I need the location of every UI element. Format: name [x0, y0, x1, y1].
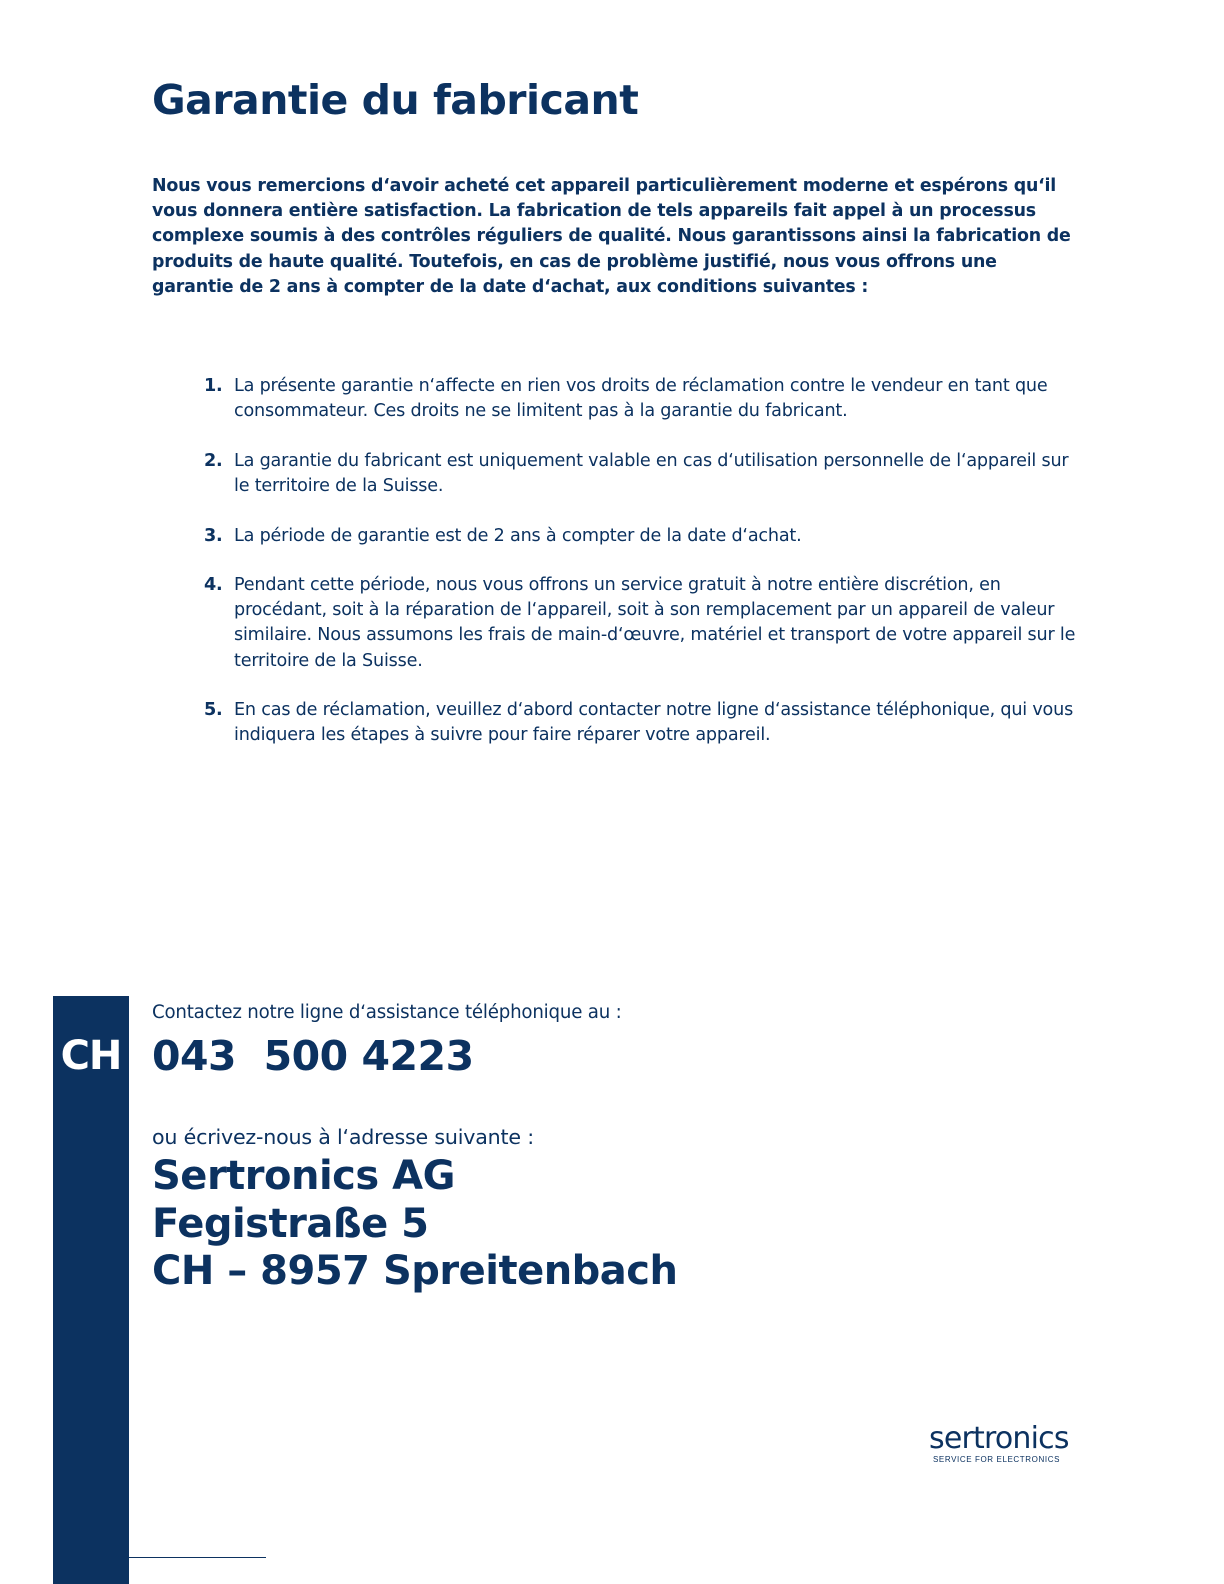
condition-text: La présente garantie n‘affecte en rien vos droits de réclamation contre le vendeur en tant que consommateur. Ces droits ne se limitent pas à la garantie du fabricant. [234, 376, 1048, 422]
condition-text: La période de garantie est de 2 ans à compter de la date d‘achat. [234, 525, 802, 546]
warranty-conditions-list [204, 374, 1084, 773]
condition-text: La garantie du fabricant est uniquement valable en cas d‘utilisation personnelle de l‘appareil sur le territoire de la Suisse. [234, 450, 1069, 496]
condition-text: Pendant cette période, nous vous offrons un service gratuit à notre entière discrétion, en procédant, soit à la réparation de l‘appareil, soit à son remplacement par un appareil de valeur similaire. Nous assumons les frais de main-d‘œuvre, matériel et transport de votre appareil sur le territoire de la Suisse. [234, 575, 1076, 671]
condition-item [204, 573, 1084, 673]
address-label: ou écrivez-nous à l‘adresse suivante : [152, 1125, 534, 1149]
postal-address [152, 1153, 677, 1296]
address-street: Fegistraße 5 [152, 1200, 429, 1247]
condition-number: 1. [204, 376, 223, 396]
hotline-label: Contactez notre ligne d‘assistance téléphonique au : [152, 1002, 622, 1023]
country-code-label: CH [60, 1033, 122, 1079]
condition-number: 2. [204, 450, 223, 471]
hotline-number: 043 500 4223 [152, 1032, 474, 1080]
condition-item [204, 698, 1084, 748]
brand-tagline: SERVICE FOR ELECTRONICS [933, 1455, 1061, 1464]
address-city: CH – 8957 Spreitenbach [152, 1248, 678, 1294]
country-side-band [53, 996, 129, 1584]
condition-number: 3. [204, 525, 223, 546]
sertronics-logo [929, 1422, 1089, 1465]
condition-item [204, 449, 1084, 499]
footer-divider [129, 1557, 266, 1558]
condition-number: 4. [204, 575, 223, 596]
condition-number: 5. [204, 700, 223, 721]
brand-name: sertronics [929, 1421, 1069, 1456]
condition-text: En cas de réclamation, veuillez d‘abord contacter notre ligne d‘assistance téléphonique, qui vous indiquera les étapes à suivre pour faire réparer votre appareil. [234, 700, 1074, 746]
intro-paragraph: Nous vous remercions d‘avoir acheté cet appareil particulièrement moderne et espérons qu‘il vous donnera entière satisfaction. La fabrication de tels appareils fait appel à un processus complexe soumis à des contrôles réguliers de qualité. Nous garantissons ainsi la fabrication de produits de haute qualité. Toutefois, en cas de problème justifié, nous vous offrons une garantie de 2 ans à compter de la date d‘achat, aux conditions suivantes : [152, 176, 1071, 297]
page-title: Garantie du fabricant [152, 76, 639, 124]
address-company: Sertronics AG [152, 1153, 455, 1199]
condition-item [204, 374, 1084, 424]
condition-item [204, 524, 1084, 549]
